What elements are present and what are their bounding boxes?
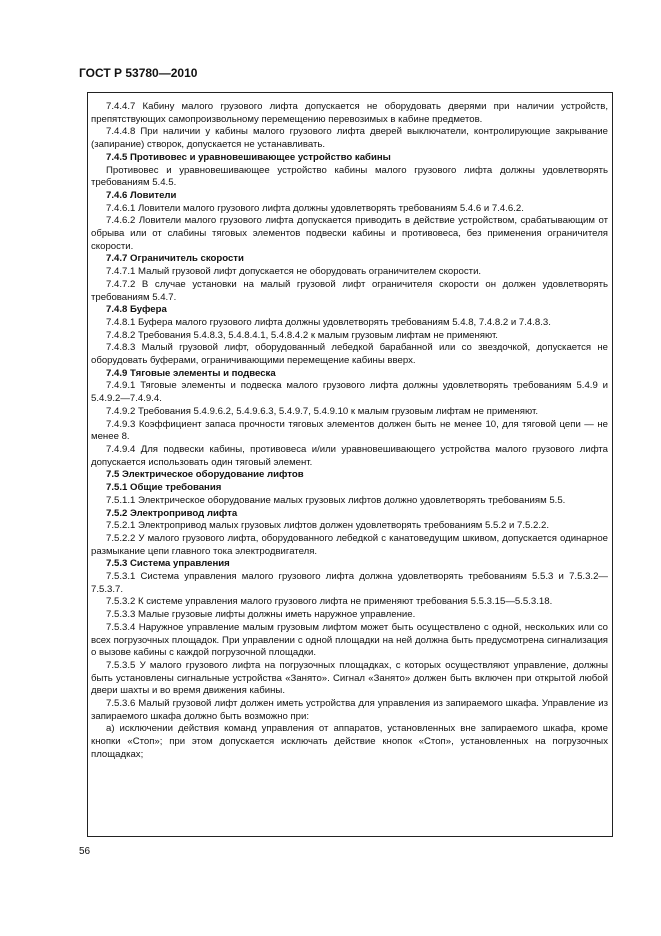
paragraph: а) исключении действия команд управления от аппаратов, установленных вне запираемого шкафа, кроме кнопки «Стоп»; при этом допускается исключать действие кнопок «Стоп», установленных на погрузочных площадках; [91,723,608,760]
paragraph: 7.4.8.1 Буфера малого грузового лифта должны удовлетворять требованиям 5.4.8, 7.4.8.2 и 7.4.8.3. [106,316,551,328]
paragraph: 7.4.9.2 Требования 5.4.9.6.2, 5.4.9.6.3, 5.4.9.7, 5.4.9.10 к малым грузовым лифтам не применяют. [106,405,538,417]
paragraph: 7.4.9.1 Тяговые элементы и подвеска малого грузового лифта должны удовлетворять требованиям 5.4.9 и 5.4.9.2—7.4.9.4. [91,380,608,405]
paragraph: 7.5.3.3 Малые грузовые лифты должны иметь наружное управление. [106,609,416,621]
section-heading: 7.5.2 Электропривод лифта [106,507,238,519]
paragraph: 7.4.6.2 Ловители малого грузового лифта допускается приводить в действие устройством, срабатывающим от обрыва или от слабины тяговых элементов подвески кабины и противовеса, без применения ограничителя скорости. [91,215,608,252]
paragraph: 7.5.3.1 Система управления малого грузового лифта должна удовлетворять требованиям 5.5.3 и 7.5.3.2—7.5.3.7. [91,571,608,595]
paragraph: 7.5.2.1 Электропривод малых грузовых лифтов должен удовлетворять требованиям 5.5.2 и 7.5.2.2. [106,520,550,532]
section-heading: 7.4.6 Ловители [106,189,177,201]
paragraph: 7.5.2.2 У малого грузового лифта, оборудованного лебедкой с канатоведущим шкивом, допускается одинарное размыкание цепи главного тока электродвигателя. [91,532,608,557]
paragraph: 7.4.8.3 Малый грузовой лифт, оборудованный лебедкой барабанной или со звездочкой, допускается не оборудовать буферами, ограничивающими перемещение кабины вверх. [91,342,608,367]
paragraph: 7.5.3.2 К системе управления малого грузового лифта не применяют требования 5.5.3.15—5.5.3.18. [106,596,553,608]
section-heading: 7.4.5 Противовес и уравновешивающее устройство кабины [106,151,391,163]
paragraph: 7.4.4.8 При наличии у кабины малого грузового лифта дверей выключатели, контролирующие закрывание (запирание) створок, допускается не устанавливать. [91,126,608,151]
section-heading: 7.5.3 Система управления [106,558,230,570]
document-header: ГОСТ Р 53780—2010 [79,66,198,80]
paragraph: 7.4.4.7 Кабину малого грузового лифта допускается не оборудовать дверями при наличии устройств, препятствующих самопроизвольному перемещению перевозимых в кабине предметов. [91,101,608,125]
section-heading: 7.4.9 Тяговые элементы и подвеска [106,367,276,379]
paragraph: 7.5.3.4 Наружное управление малым грузовым лифтом может быть осуществлено с одной, нескольких или со всех погрузочных площадок. При управлении с одной площадки на ней должна быть предусмотрена сигнализация о вызове кабины с каждой погрузочной площадки. [91,621,608,659]
paragraph: 7.5.1.1 Электрическое оборудование малых грузовых лифтов должно удовлетворять требованиям 5.5. [106,494,566,506]
page-number: 56 [79,846,91,857]
section-heading: 7.5.1 Общие требования [106,482,222,494]
paragraph: 7.5.3.6 Малый грузовой лифт должен иметь устройства для управления из запираемого шкафа. Управление из запираемого шкафа должно быть возможно при: [91,698,608,722]
section-heading: 7.4.7 Ограничитель скорости [106,253,244,265]
paragraph: 7.4.9.3 Коэффициент запаса прочности тяговых элементов должен быть не менее 10, для тяговой цепи — не менее 8. [91,418,608,443]
paragraph: 7.5.3.5 У малого грузового лифта на погрузочных площадках, с которых осуществляют управление, должны быть установлены сигнальные устройства «Занято». Сигнал «Занято» должен быть включен при открытой любой двери шахты и во время движения кабины. [91,659,608,697]
paragraph: 7.4.8.2 Требования 5.4.8.3, 5.4.8.4.1, 5.4.8.4.2 к малым грузовым лифтам не применяют. [106,329,498,341]
paragraph: 7.4.6.1 Ловители малого грузового лифта должны удовлетворять требованиям 5.4.6 и 7.4.6.2. [106,202,524,214]
paragraph: Противовес и уравновешивающее устройство кабины малого грузового лифта должны удовлетворять требованиям 5.4.5. [91,164,608,189]
paragraph: 7.4.7.2 В случае установки на малый грузовой лифт ограничителя скорости он должен удовлетворять требованиям 5.4.7. [91,278,608,303]
document-body [91,101,608,762]
section-heading: 7.5 Электрическое оборудование лифтов [106,469,304,481]
section-heading: 7.4.8 Буфера [106,304,167,316]
paragraph: 7.4.9.4 Для подвески кабины, противовеса и/или уравновешивающего устройства малого грузового лифта допускается использовать один тяговый элемент. [91,443,608,468]
paragraph: 7.4.7.1 Малый грузовой лифт допускается не оборудовать ограничителем скорости. [106,266,482,278]
